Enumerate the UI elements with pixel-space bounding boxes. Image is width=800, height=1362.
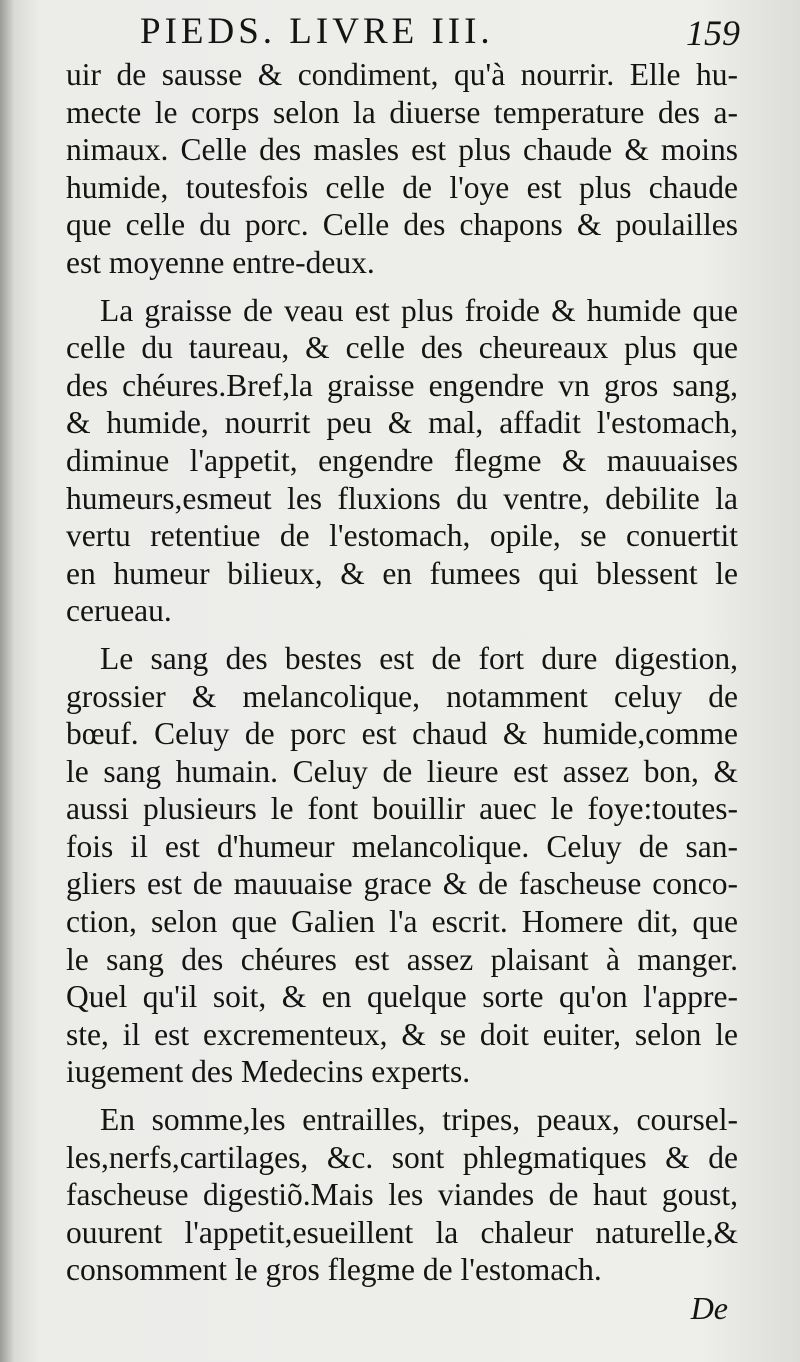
- text-line: nimaux. Celle des masles est plus chaude & moins: [66, 132, 738, 168]
- text-line: gliers est de mauuaise grace & de fascheuse conco-: [66, 866, 738, 902]
- text-line: & humide, nourrit peu & mal, affadit l'estomach,: [66, 405, 738, 441]
- text-line: iugement des Medecins experts.: [66, 1054, 471, 1090]
- text-line: diminue l'appetit, engendre flegme & mauuaises: [66, 442, 738, 478]
- text-line: Quel qu'il soit, & en quelque sorte qu'on l'appre-: [66, 979, 738, 1015]
- paragraph-4: [66, 1101, 738, 1289]
- text-line: ste, il est excrementeux, & se doit euiter, selon le: [66, 1016, 738, 1052]
- text-line: mecte le corps selon la diuerse temperature des a-: [66, 94, 738, 130]
- text-line: aussi plusieurs le font bouillir auec le foye:toutes-: [66, 791, 738, 827]
- text-line: le sang humain. Celuy de lieure est assez bon, &: [66, 753, 738, 789]
- text-line: uir de sausse & condiment, qu'à nourrir. Elle hu-: [66, 57, 738, 92]
- text-line: fois il est d'humeur melancolique. Celuy de san-: [66, 828, 738, 864]
- body-text: [66, 56, 738, 1299]
- text-line: est moyenne entre-deux.: [66, 244, 375, 280]
- text-line: les,nerfs,cartilages, &c. sont phlegmatiques & de: [66, 1139, 738, 1175]
- paragraph-2: [66, 292, 738, 630]
- text-line: vertu retentiue de l'estomach, opile, se conuertit: [66, 518, 738, 554]
- catchword: De: [690, 1290, 728, 1326]
- text-line: fascheuse digestiõ.Mais les viandes de haut goust,: [66, 1177, 738, 1213]
- text-line: des chéures.Bref,la graisse engendre vn gros sang,: [66, 367, 738, 403]
- text-line: bœuf. Celuy de porc est chaud & humide,comme: [66, 716, 738, 752]
- text-line: que celle du porc. Celle des chapons & poulailles: [66, 207, 738, 243]
- text-line: celle du taureau, & celle des cheureaux plus que: [66, 330, 738, 366]
- text-line: grossier & melancolique, notamment celuy de: [66, 678, 738, 714]
- text-line: La graisse de veau est plus froide & humide que: [100, 292, 738, 328]
- text-line: ouurent l'appetit,esueillent la chaleur naturelle,&: [66, 1214, 738, 1250]
- paragraph-1: [66, 56, 738, 282]
- text-line: humeurs,esmeut les fluxions du ventre, debilite la: [66, 480, 738, 516]
- text-line: le sang des chéures est assez plaisant à manger.: [66, 941, 738, 977]
- page-header: [140, 10, 740, 60]
- text-line: consomment le gros flegme de l'estomach.: [66, 1252, 602, 1288]
- page-gutter-shadow: [0, 0, 14, 1362]
- running-head: PIEDS. LIVRE III.: [140, 11, 494, 52]
- text-line: en humeur bilieux, & en fumees qui blessent le: [66, 555, 738, 591]
- text-line: humide, toutesfois celle de l'oye est plus chaude: [66, 169, 738, 205]
- text-line: En somme,les entrailles, tripes, peaux, coursel-: [100, 1102, 738, 1138]
- text-line: Le sang des bestes est de fort dure digestion,: [100, 640, 738, 676]
- page-number: 159: [686, 13, 740, 53]
- paragraph-3: [66, 640, 738, 1091]
- text-line: ction, selon que Galien l'a escrit. Homere dit, que: [66, 904, 738, 940]
- text-line: cerueau.: [66, 593, 172, 629]
